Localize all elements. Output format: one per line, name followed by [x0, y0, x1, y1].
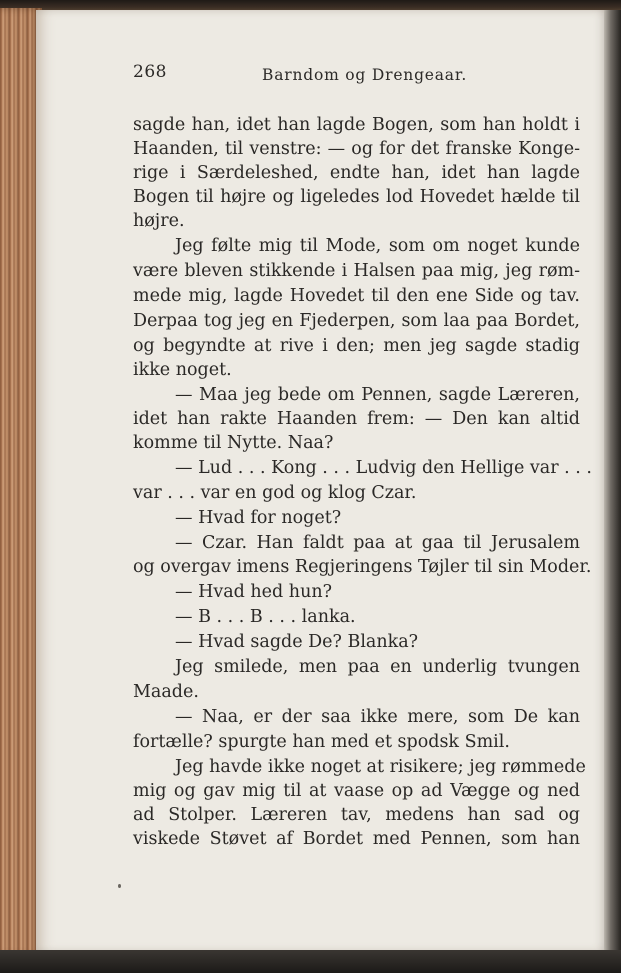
- text-line: Jeg følte mig til Mode, som om noget kunde: [175, 236, 580, 256]
- text-line: — Naa, er der saa ikke mere, som De kan: [175, 707, 580, 727]
- text-line: højre.: [133, 211, 185, 231]
- text-line: Maade.: [133, 682, 199, 702]
- text-line: — Lud . . . Kong . . . Ludvig den Hellige var . . .: [175, 458, 592, 478]
- text-line: fortælle? spurgte han med et spodsk Smil.: [133, 732, 510, 752]
- page-number: 268: [133, 62, 167, 82]
- text-line: ad Stolper. Læreren tav, medens han sad og: [133, 805, 580, 825]
- text-line: var . . . var en god og klog Czar.: [133, 483, 417, 503]
- text-line: — Hvad sagde De? Blanka?: [175, 632, 419, 652]
- text-line: og overgav imens Regjeringens Tøjler til sin Moder.: [133, 557, 592, 577]
- text-line: Haanden, til venstre: — og for det franske Konge-: [133, 139, 580, 159]
- text-line: — Maa jeg bede om Pennen, sagde Læreren,: [175, 385, 580, 405]
- text-line: og begyndte at rive i den; men jeg sagde stadig: [133, 336, 580, 356]
- running-head: Barndom og Drengeaar.: [262, 66, 468, 84]
- text-line: — Hvad hed hun?: [175, 582, 332, 602]
- text-line: — Hvad for noget?: [175, 508, 342, 528]
- text-line: komme til Nytte. Naa?: [133, 433, 334, 453]
- text-line: sagde han, idet han lagde Bogen, som han holdt i: [133, 115, 580, 135]
- text-line: viskede Støvet af Bordet med Pennen, som han: [133, 829, 580, 849]
- book-gutter-shadow: [604, 10, 621, 952]
- text-line: idet han rakte Haanden frem: — Den kan altid: [133, 409, 580, 429]
- text-line: være bleven stikkende i Halsen paa mig, jeg røm-: [133, 261, 580, 281]
- text-line: Jeg havde ikke noget at risikere; jeg rømmede: [175, 757, 586, 777]
- book-bottom-edge: [0, 950, 621, 973]
- text-line: rige i Særdeleshed, endte han, idet han lagde: [133, 163, 580, 183]
- text-line: Derpaa tog jeg en Fjederpen, som laa paa Bordet,: [133, 311, 580, 331]
- text-line: ikke noget.: [133, 360, 232, 380]
- text-line: mig og gav mig til at vaase op ad Vægge og ned: [133, 781, 580, 801]
- text-line: — Czar. Han faldt paa at gaa til Jerusalem: [175, 533, 580, 553]
- text-line: Bogen til højre og ligeledes lod Hovedet hælde til: [133, 187, 580, 207]
- text-line: — B . . . B . . . lanka.: [175, 607, 356, 627]
- text-line: Jeg smilede, men paa en underlig tvungen: [175, 657, 580, 677]
- text-line: mede mig, lagde Hovedet til den ene Side og tav.: [133, 286, 580, 306]
- ink-speck: [118, 884, 121, 888]
